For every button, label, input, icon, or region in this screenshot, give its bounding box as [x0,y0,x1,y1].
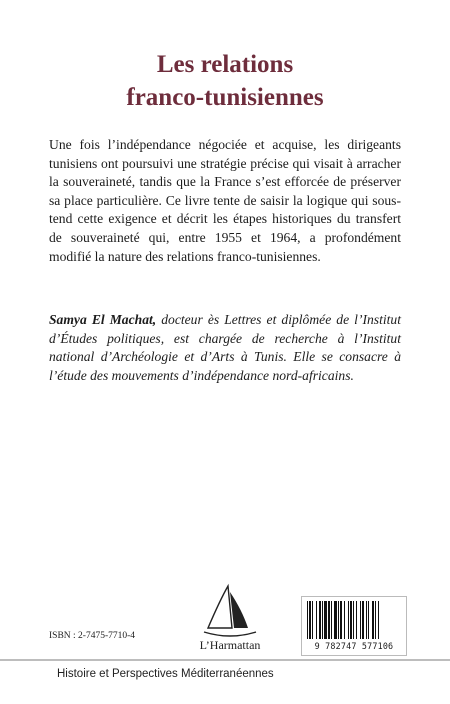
author-name: Samya El Machat, [49,312,157,327]
book-title [0,48,450,114]
barcode-bar [348,601,349,639]
barcode-bars [307,601,401,639]
barcode-bar [360,601,361,639]
publisher-name: L’Harmattan [199,638,261,652]
publisher-logo [184,582,276,658]
barcode-bar [309,601,311,639]
barcode-bar [372,601,374,639]
footer-divider [0,659,450,661]
barcode-bar [340,601,342,639]
barcode-bar [378,601,379,639]
series-name: Histoire et Perspectives Méditerranéennes [57,668,274,680]
isbn-label: ISBN : 2-7475-7710-4 [49,631,136,641]
barcode-bar [328,601,330,639]
barcode-bar [366,601,367,639]
barcode-bar [338,601,339,639]
barcode-digits: 9 782747 577106 [314,641,394,651]
barcode-bar [362,601,364,639]
barcode-bar [307,601,308,639]
title-line-2: franco-tunisiennes [126,84,324,111]
back-cover-blurb: Une fois l’indépendance négociée et acquise, les dirigeants tunisiens ont poursuivi une stratégie précise qui visait à arracher la souveraineté, tandis que la France s’est efforcée de préserver sa place particulière. Ce livre tente de saisir la logique qui sous-tend cette exigence et décrit les étapes historiques du transfert de souveraineté qui, entre 1955 et 1964, a profondément modifié la nature des relations franco-tunisiennes. [49,137,401,264]
sailboat-icon [198,582,262,640]
barcode-bar [350,601,352,639]
barcode [301,596,407,656]
author-description: docteur ès Lettres et diplômée de l’Institut d’Études politiques, est chargée de recherche à l’Institut national d’Archéologie et d’Arts à Tunis. Elle se consacre à l’étude des mouvements d’indépendance nord-africains. [49,312,402,383]
barcode-bar [344,601,345,639]
author-bio [49,311,401,385]
barcode-bar [322,601,323,639]
title-line-1: Les relations [156,51,294,78]
barcode-bar [356,601,357,639]
barcode-bar [375,601,376,639]
barcode-bar [353,601,354,639]
barcode-bar [368,601,369,639]
barcode-bar [316,601,317,639]
barcode-bar [324,601,327,639]
barcode-bar [334,601,337,639]
barcode-bar [312,601,313,639]
barcode-bar [319,601,321,639]
barcode-bar [331,601,332,639]
